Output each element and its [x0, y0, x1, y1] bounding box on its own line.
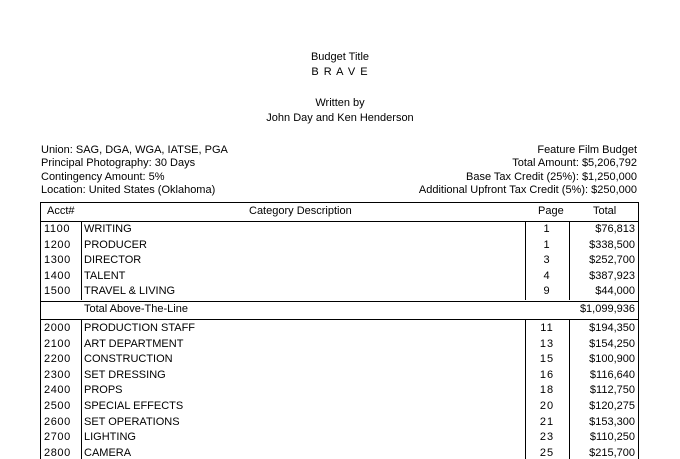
subtotal-value: $1,099,936 — [579, 303, 635, 315]
col-header-acct: Acct# — [47, 205, 75, 217]
table-row: 2000 PRODUCTION STAFF 11 $194,350 — [44, 322, 635, 334]
total-amount: Total Amount: $5,206,792 — [512, 157, 637, 170]
table-row: 2400 PROPS 18 $112,750 — [44, 384, 635, 397]
table-row: 2300 SET DRESSING 16 $116,640 — [44, 368, 635, 381]
authors: John Day and Ken Henderson — [266, 112, 414, 124]
budget-summary — [419, 144, 637, 198]
page-title: B R A V E — [311, 66, 369, 78]
upfront-tax-credit: Additional Upfront Tax Credit (5%): $250,000 — [418, 184, 637, 197]
table-row: 2100 ART DEPARTMENT 13 $154,250 — [44, 337, 635, 350]
table-row: 2200 CONSTRUCTION 15 $100,900 — [44, 353, 635, 366]
col-header-page: Page — [538, 205, 564, 217]
table-row: 2500 SPECIAL EFFECTS 20 $120,275 — [44, 400, 635, 412]
table-row: 1100 WRITING 1 $76,813 — [44, 223, 635, 235]
table-row: 1400 TALENT 4 $387,923 — [44, 269, 635, 282]
section-divider — [41, 319, 638, 320]
table-row: 1500 TRAVEL & LIVING 9 $44,000 — [44, 285, 635, 298]
production-info — [41, 144, 228, 198]
union-info: Union: SAG, DGA, WGA, IATSE, PGA — [41, 144, 228, 156]
budget-title-label: Budget Title — [310, 51, 370, 63]
principal-photography-info: Principal Photography: 30 Days — [41, 157, 196, 170]
subtotal-row — [41, 302, 638, 318]
table-row: 2700 LIGHTING 23 $110,250 — [44, 431, 635, 444]
subtotal-label: Total Above-The-Line — [84, 303, 188, 315]
col-header-description: Category Description — [249, 205, 352, 217]
budget-table — [40, 202, 639, 459]
written-by-label: Written by — [315, 97, 365, 109]
table-row: 2800 CAMERA 25 $215,700 — [44, 446, 635, 459]
table-row: 2600 SET OPERATIONS 21 $153,300 — [44, 415, 635, 428]
col-header-total: Total — [593, 205, 617, 217]
table-row: 1200 PRODUCER 1 $338,500 — [44, 238, 635, 251]
table-row: 1300 DIRECTOR 3 $252,700 — [44, 254, 635, 267]
base-tax-credit: Base Tax Credit (25%): $1,250,000 — [465, 170, 637, 183]
budget-type: Feature Film Budget — [537, 144, 637, 156]
contingency-info: Contingency Amount: 5% — [41, 170, 165, 183]
location-info: Location: United States (Oklahoma) — [41, 184, 216, 197]
